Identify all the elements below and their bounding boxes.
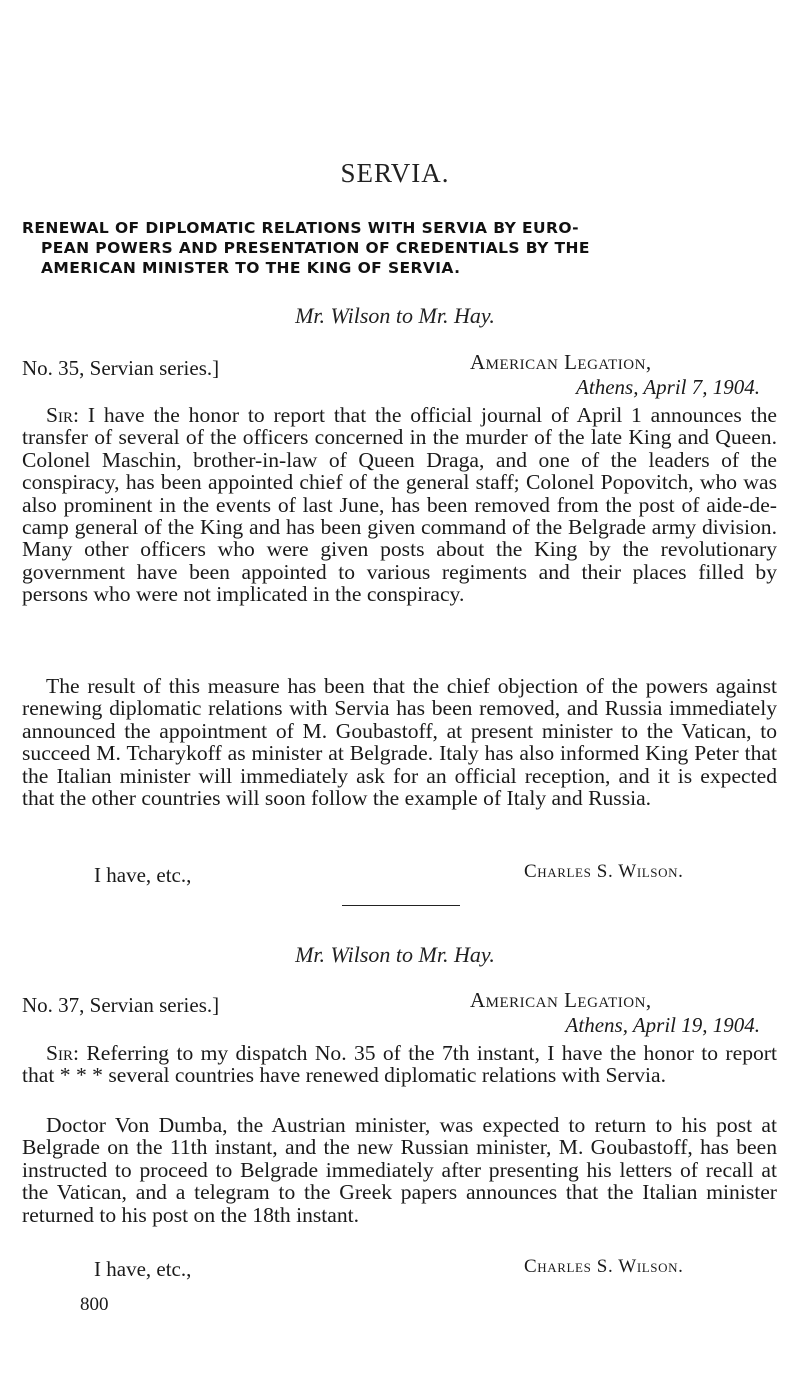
legation-name: American Legation, <box>470 350 652 374</box>
dispatch-number: No. 35, Servian series.] <box>22 356 220 380</box>
sir-salutation: Sir: <box>46 403 80 427</box>
sir-salutation: Sir: <box>46 1041 80 1065</box>
letter-salutation: Mr. Wilson to Mr. Hay. <box>295 303 495 328</box>
page-title: SERVIA. <box>340 158 450 188</box>
section-heading <box>22 218 777 278</box>
letter-paragraph: Doctor Von Dumba, the Austrian minister, was expected to return to his post at Belgrade on the 11th instant, and the new Russian minister, M. Goubastoff, has been instructed to proceed to Belgrade immediately after presenting his letters of recall at the Vatican, and a telegram to the Greek papers announces that the Italian minister returned to his post on the 18th instant. <box>22 1113 777 1227</box>
closing-line: I have, etc., <box>94 1257 192 1281</box>
letter-paragraph: The result of this measure has been that the chief objection of the powers against renewing diplomatic relations with Servia has been removed, and Russia immediately announced the appointment of M. Goubastoff, at present minister to the Vatican, to succeed M. Tcharykoff as minister at Belgrade. Italy has also informed King Peter that the Italian minister will immediately ask for an official reception, and it is expected that the other countries will soon follow the example of Italy and Russia. <box>22 674 777 811</box>
letter-salutation: Mr. Wilson to Mr. Hay. <box>295 942 495 967</box>
signature: Charles S. Wilson. <box>524 861 684 882</box>
heading-line: PEAN POWERS AND PRESENTATION OF CREDENTIALS BY THE <box>41 239 590 257</box>
legation-block <box>470 988 760 1038</box>
dispatch-number: No. 37, Servian series.] <box>22 993 220 1017</box>
signature: Charles S. Wilson. <box>524 1256 684 1277</box>
place-date: Athens, April 7, 1904. <box>576 375 760 399</box>
legation-name: American Legation, <box>470 988 652 1012</box>
legation-block <box>470 350 760 400</box>
paragraph-text: Referring to my dispatch No. 35 of the 7th instant, I have the honor to report that * * * several countries have renewed diplomatic relations with Servia. <box>22 1041 777 1088</box>
letter-paragraph <box>22 404 777 606</box>
place-date: Athens, April 19, 1904. <box>565 1013 760 1037</box>
closing-line: I have, etc., <box>94 863 192 887</box>
paragraph-text: I have the honor to report that the official journal of April 1 announces the transfer of several of the officers concerned in the murder of the late King and Queen. Colonel Maschin, brother-in-law of Queen Draga, and one of the leaders of the conspiracy, has been appointed chief of the general staff; Colonel Popovitch, who was also prominent in the events of last June, has been removed from the post of aide-de-camp general of the King and has been given command of the Belgrade army division. Many other officers who were given posts about the King by the revolutionary government have been appointed to various regiments and their places filled by persons who were not implicated in the conspiracy. <box>22 403 777 607</box>
divider-rule <box>342 905 460 906</box>
heading-line: RENEWAL OF DIPLOMATIC RELATIONS WITH SERVIA BY EURO- <box>22 219 580 237</box>
letter-paragraph <box>22 1042 777 1087</box>
heading-line: AMERICAN MINISTER TO THE KING OF SERVIA. <box>41 259 461 277</box>
page-number: 800 <box>80 1294 109 1315</box>
